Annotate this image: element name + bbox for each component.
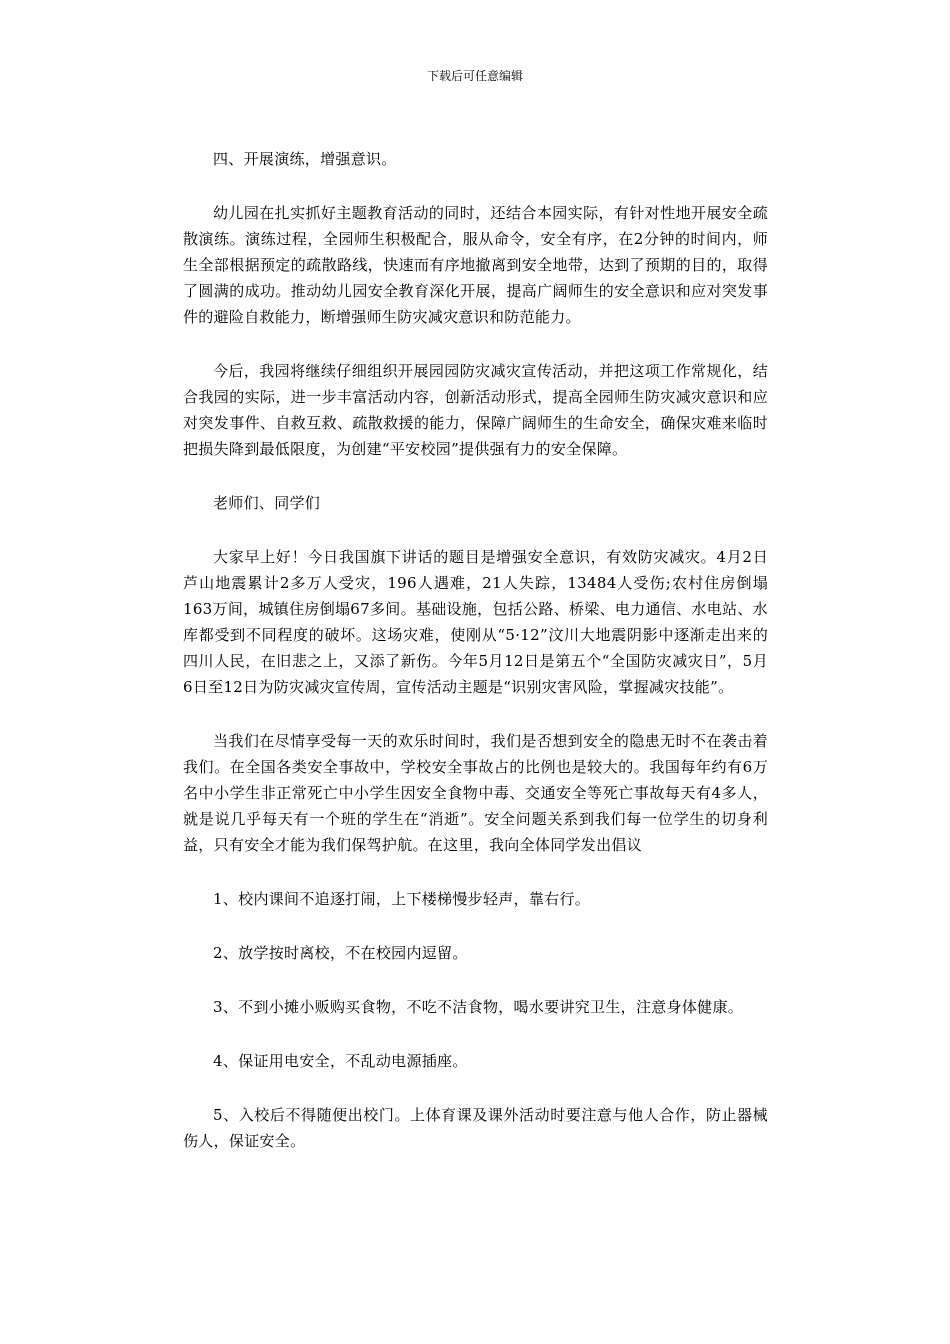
list-item-proposal-4: 4、保证用电安全，不乱动电源插座。: [213, 1052, 468, 1070]
list-item-proposal-5: 5、入校后不得随便出校门。上体育课及课外活动时要注意与他人合作，防止器械伤人，保证安全。: [183, 1106, 768, 1150]
paragraph-safety-hazards: 当我们在尽情享受每一天的欢乐时间时，我们是否想到安全的隐患无时不在袭击着我们。在全国各类安全事故中，学校安全事故占的比例也是较大的。我国每年约有6万名中小学生非正常死亡中小学生因安全食物中毒、交通安全等死亡事故每天有4多人，就是说几乎每天有一个班的学生在“消逝”。安全问题关系到我们每一位学生的切身利益，只有安全才能为我们保驾护航。在这里，我向全体同学发出倡议: [183, 732, 768, 854]
paragraph-future-plans: 今后，我园将继续仔细组织开展园园防灾减灾宣传活动，并把这项工作常规化，结合我园的实际，进一步丰富活动内容，创新活动形式，提高全园师生防灾减灾意识和应对突发事件、自救互救、疏散救援的能力，保障广阔师生的生命安全，确保灾难来临时把损失降到最低限度，为创建“平安校园”提供强有力的安全保障。: [183, 362, 768, 458]
list-item-proposal-1: 1、校内课间不追逐打闹，上下楼梯慢步轻声，靠右行。: [213, 890, 591, 908]
section-heading-drill: 四、开展演练，增强意识。: [213, 150, 397, 168]
page-header: 下载后可任意编辑: [426, 69, 523, 83]
document-body: [183, 146, 768, 1182]
list-item-proposal-3: 3、不到小摊小贩购买食物，不吃不洁食物，喝水要讲究卫生，注意身体健康。: [213, 998, 744, 1016]
list-item-proposal-2: 2、放学按时离校，不在校园内逗留。: [213, 944, 468, 962]
speech-salutation: 老师们、同学们: [213, 494, 321, 512]
paragraph-evacuation-drill: 幼儿园在扎实抓好主题教育活动的同时，还结合本园实际，有针对性地开展安全疏散演练。演练过程，全园师生积极配合，服从命令，安全有序，在2分钟的时间内，师生全部根据预定的疏散路线，快速而有序地撤离到安全地带，达到了预期的目的，取得了圆满的成功。推动幼儿园安全教育深化开展，提高广阔师生的安全意识和应对突发事件的避险自救能力，断增强师生防灾减灾意识和防范能力。: [183, 204, 768, 326]
paragraph-speech-intro: 大家早上好！今日我国旗下讲话的题目是增强安全意识，有效防灾减灾。4月2日芦山地震累计2多万人受灾，196人遇难，21人失踪，13484人受伤;农村住房倒塌163万间，城镇住房倒塌67多间。基础设施，包括公路、桥梁、电力通信、水电站、水库都受到不同程度的破坏。这场灾难，使刚从“5·12”汶川大地震阴影中逐渐走出来的四川人民，在旧悲之上，又添了新伤。今年5月12日是第五个“全国防灾减灾日”，5月6日至12日为防灾减灾宣传周，宣传活动主题是“识别灾害风险，掌握减灾技能”。: [183, 548, 768, 696]
